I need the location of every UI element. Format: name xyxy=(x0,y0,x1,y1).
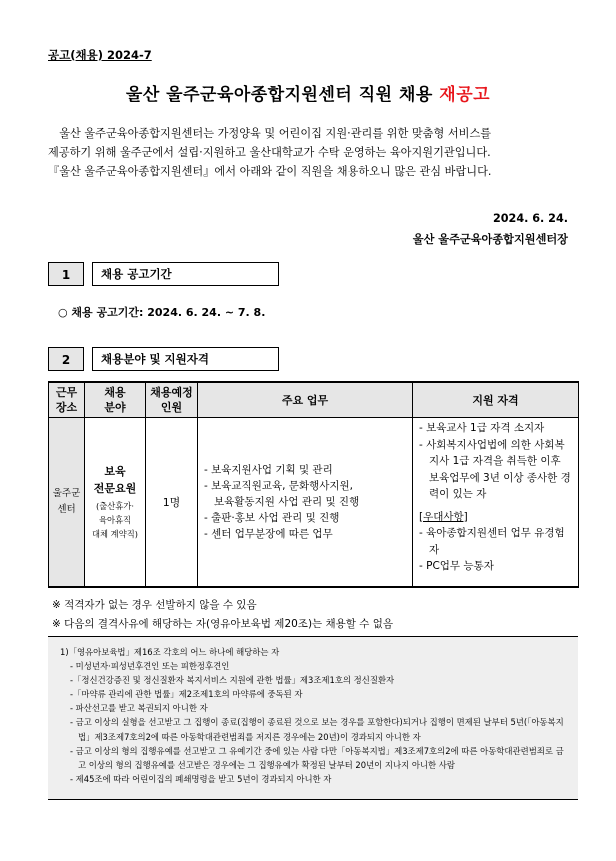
section-1-number: 1 xyxy=(48,262,84,286)
duty-item: - 보육지원사업 기획 및 관리 xyxy=(204,463,333,476)
intro-line: 울산 울주군육아종합지원센터는 가정양육 및 어린이집 지원‧관리를 위한 맞춤형 서비스를 xyxy=(48,127,492,140)
header-qualifications: 지원 자격 xyxy=(413,382,579,418)
field-note: (출산휴가‧ 육아휴직 대체 계약직) xyxy=(92,500,138,539)
note-no-selection: ※ 적격자가 없는 경우 선발하지 않을 수 있음 xyxy=(52,599,257,611)
notice-number: 공고(채용) 2024-7 xyxy=(48,48,152,62)
preference-item: - 육아종합지원센터 업무 유경험자 xyxy=(419,527,565,556)
disqualification-item: - 금고 이상의 형의 집행유예를 선고받고 그 유예기간 중에 있는 사람 다만「아동복지법」제3조제7호의2에 따른 아동학대관련범죄로 금고 이상의 형의 집행유예를 선고받은 경우에는 그 집행유예가 확정된 날부터 20년이 지나지 아니한 사람 xyxy=(70,745,564,770)
cell-qualifications xyxy=(413,418,579,587)
disqualification-item: - 파산선고를 받고 복권되지 아니한 자 xyxy=(70,703,208,714)
qualification-item: - 사회복지사업법에 의한 사회복지사 1급 자격을 취득한 이후 보육업무에 3년 이상 종사한 경력이 있는 자 xyxy=(419,438,571,500)
field-title: 보육 전문요원 xyxy=(93,464,137,495)
notice-signature: 울산 울주군육아종합지원센터장 xyxy=(412,233,568,246)
preference-heading: [우대사항] xyxy=(419,510,468,523)
duty-item: - 보육교직원교육, 문화행사지원, xyxy=(204,479,353,492)
title-highlight: 재공고 xyxy=(439,85,491,105)
duty-item: - 출판‧홍보 사업 관리 및 진행 xyxy=(204,511,340,524)
duty-item: - 센터 업무분장에 따른 업무 xyxy=(204,527,333,540)
section-2-title: 채용분야 및 지원자격 xyxy=(92,347,279,371)
duties-list xyxy=(198,462,412,542)
table-row xyxy=(49,418,579,587)
disqualification-item: -「마약류 관리에 관한 법률」제2조제1호의 마약류에 중독된 자 xyxy=(70,689,303,700)
intro-paragraph xyxy=(48,124,578,181)
cell-place: 울주군 센터 xyxy=(49,418,85,587)
qualification-item: - 보육교사 1급 자격 소지자 xyxy=(419,422,545,434)
disqualification-box xyxy=(48,636,578,800)
section-2-number: 2 xyxy=(48,347,84,371)
disqualification-lead: 1)「영유아보육법」제16조 각호의 어느 하나에 해당하는 자 xyxy=(60,647,280,657)
table-header-row xyxy=(49,382,579,418)
duty-item: 보육활동지원 사업 관리 및 진행 xyxy=(214,495,360,508)
header-duties: 주요 업무 xyxy=(198,382,413,418)
header-count: 채용예정 인원 xyxy=(146,382,198,418)
disqualification-item: -「정신건강증진 및 정신질환자 복지서비스 지원에 관한 법률」제3조제1호의 정신질환자 xyxy=(70,675,395,686)
note-disqualification: ※ 다음의 결격사유에 해당하는 자(영유아보육법 제20조)는 채용할 수 없음 xyxy=(52,618,394,630)
title-main: 울산 울주군육아종합지원센터 직원 채용 xyxy=(125,85,433,105)
notice-date: 2024. 6. 24. xyxy=(492,212,568,225)
preference-item: - PC업무 능통자 xyxy=(419,560,494,572)
cell-count: 1명 xyxy=(146,418,198,587)
header-field: 채용 분야 xyxy=(85,382,146,418)
section-1-title: 채용 공고기간 xyxy=(92,262,279,286)
intro-line: 『울산 울주군육아종합지원센터』에서 아래와 같이 직원을 채용하오니 많은 관심 바랍니다. xyxy=(48,165,492,178)
disqualification-item: - 제45조에 따라 어린이집의 폐쇄명령을 받고 5년이 경과되지 아니한 자 xyxy=(70,773,332,784)
disqualification-item: - 금고 이상의 실형을 선고받고 그 집행이 종료(집행이 종료된 것으로 보는 경우를 포함한다)되거나 집행이 면제된 날부터 5년(「아동복지법」제3조제7호의2에 따른 아동학대관련범죄를 저지른 경우에는 20년)이 경과되지 아니한 자 xyxy=(70,717,564,742)
cell-duties xyxy=(198,418,413,587)
cell-field xyxy=(85,418,146,587)
recruitment-table xyxy=(48,381,579,588)
intro-line: 제공하기 위해 울주군에서 설립‧지원하고 울산대학교가 수탁 운영하는 육아지원기관입니다. xyxy=(48,146,491,159)
application-period: ○ 채용 공고기간: 2024. 6. 24. ~ 7. 8. xyxy=(58,306,266,319)
disqualification-item: - 미성년자‧피성년후견인 또는 피한정후견인 xyxy=(70,661,230,672)
header-place: 근무 장소 xyxy=(49,382,85,418)
page-title xyxy=(0,80,616,105)
